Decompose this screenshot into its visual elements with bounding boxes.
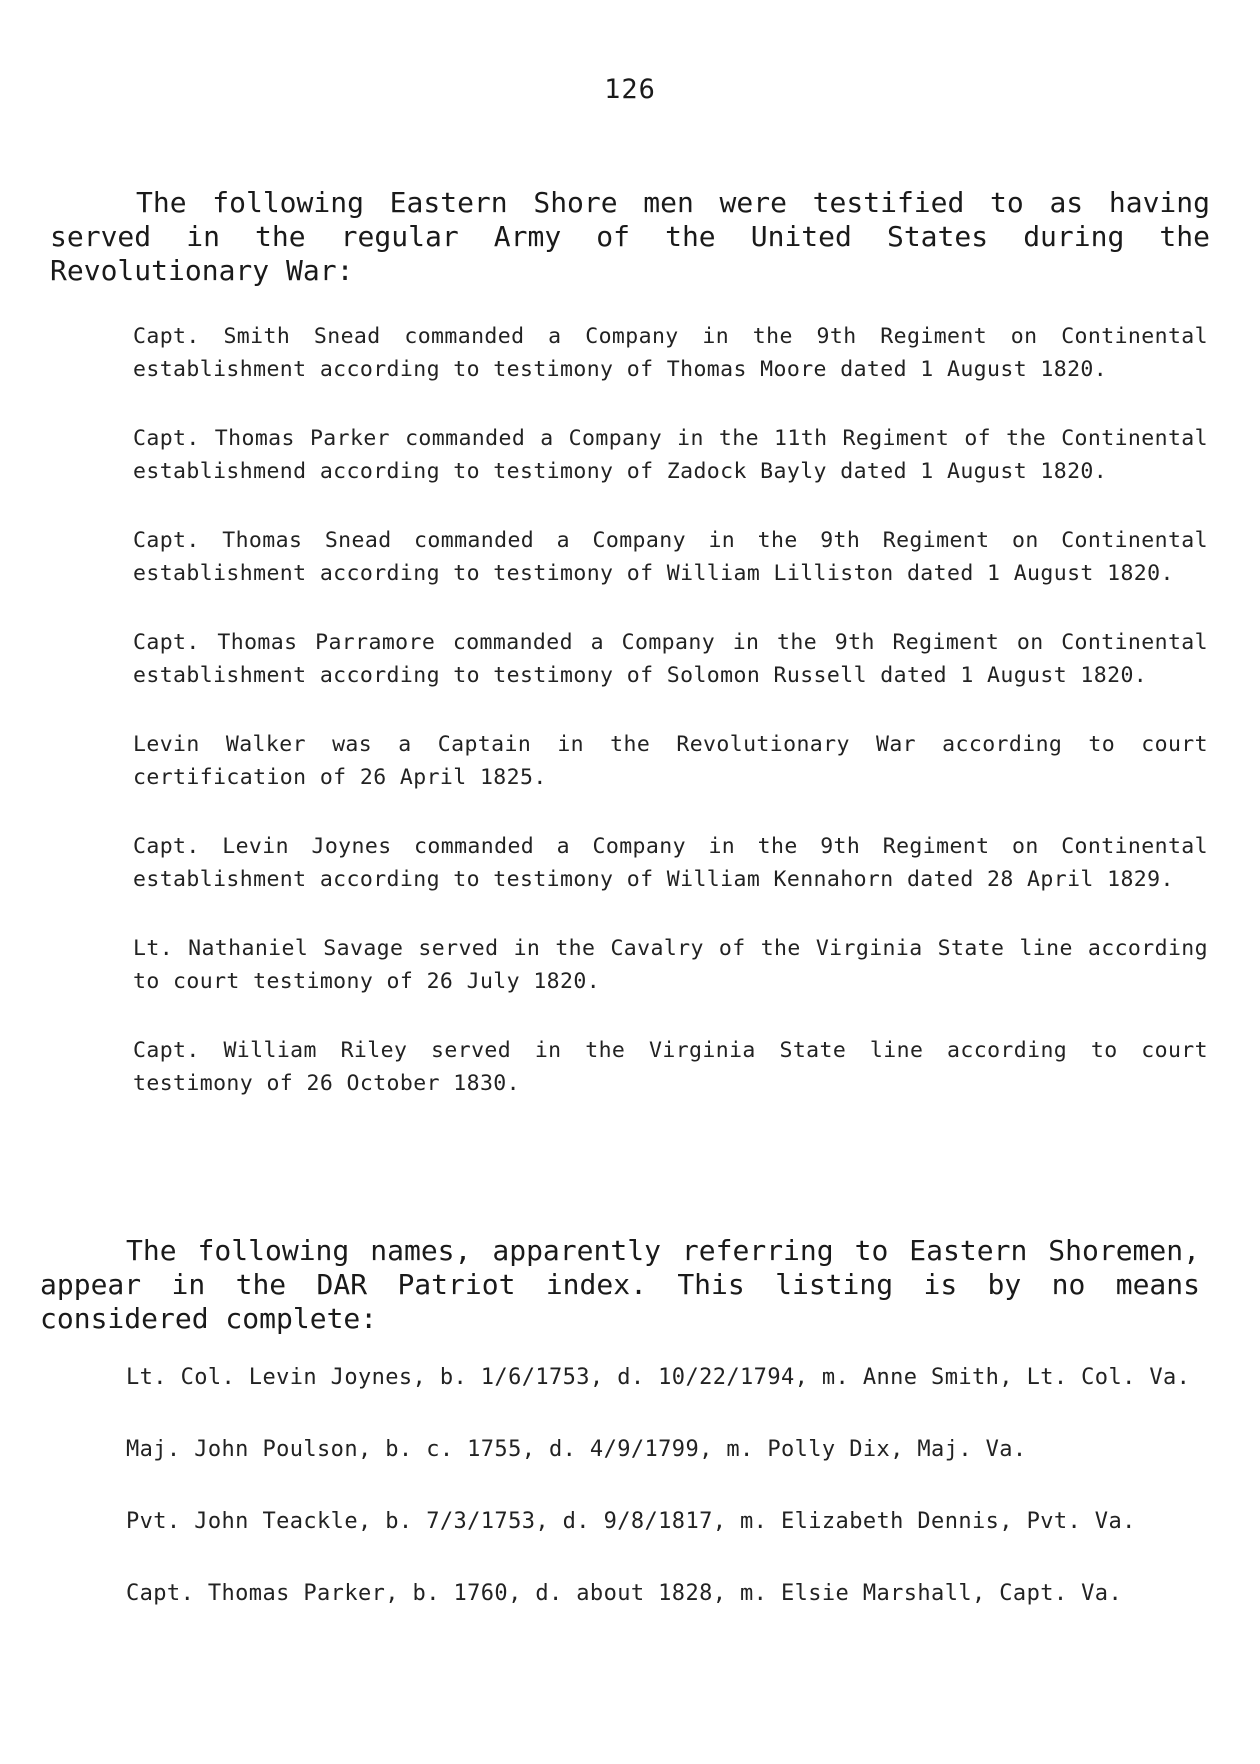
testimony-entry: Capt. Thomas Parramore commanded a Company in the 9th Regiment on Continental establishment according to testimony of Solomon Russell dated 1 August 1820. [133, 629, 1208, 688]
dar-entry: Pvt. John Teackle, b. 7/3/1753, d. 9/8/1817, m. Elizabeth Dennis, Pvt. Va. [126, 1509, 1136, 1534]
testimony-entry: Lt. Nathaniel Savage served in the Cavalry of the Virginia State line according to court testimony of 26 July 1820. [133, 935, 1208, 994]
dar-entry-list [126, 1339, 1202, 1649]
page-number: 126 [604, 74, 656, 105]
testimony-entry: Capt. Levin Joynes commanded a Company in the 9th Regiment on Continental establishment according to testimony of William Kennahorn dated 28 April 1829. [133, 833, 1208, 892]
intro-paragraph-dar: The following names, apparently referring to Eastern Shoremen, appear in the DAR Patriot index. This listing is by no means considered complete: [40, 1234, 1200, 1335]
testimony-entry: Capt. Thomas Snead commanded a Company in the 9th Regiment on Continental establishment according to testimony of William Lilliston dated 1 August 1820. [133, 527, 1208, 586]
testimony-entry: Capt. Smith Snead commanded a Company in the 9th Regiment on Continental establishment according to testimony of Thomas Moore dated 1 August 1820. [133, 323, 1208, 382]
dar-entry: Maj. John Poulson, b. c. 1755, d. 4/9/1799, m. Polly Dix, Maj. Va. [126, 1437, 1027, 1462]
testimony-entry: Levin Walker was a Captain in the Revolutionary War according to court certification of 26 April 1825. [133, 731, 1208, 790]
testimony-entry-list [133, 298, 1208, 1136]
intro-paragraph-testimony: The following Eastern Shore men were testified to as having served in the regular Army of the United States during the Revolutionary War: [50, 186, 1210, 287]
dar-entry: Lt. Col. Levin Joynes, b. 1/6/1753, d. 10/22/1794, m. Anne Smith, Lt. Col. Va. [126, 1365, 1191, 1390]
testimony-entry: Capt. William Riley served in the Virginia State line according to court testimony of 26 October 1830. [133, 1037, 1208, 1096]
testimony-entry: Capt. Thomas Parker commanded a Company in the 11th Regiment of the Continental establishmend according to testimony of Zadock Bayly dated 1 August 1820. [133, 425, 1208, 484]
dar-entry: Capt. Thomas Parker, b. 1760, d. about 1828, m. Elsie Marshall, Capt. Va. [126, 1581, 1123, 1606]
